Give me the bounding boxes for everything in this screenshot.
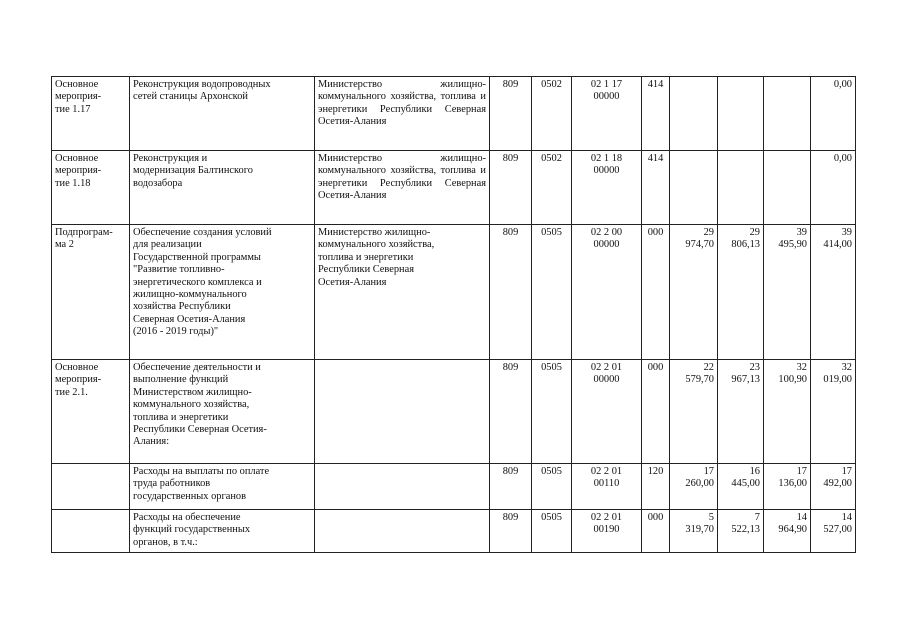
- table-row: [52, 151, 856, 225]
- rzpr-cell: 0502: [532, 151, 572, 225]
- rzpr-cell: 0505: [532, 360, 572, 464]
- vr-cell: 000: [642, 510, 670, 553]
- amount-2017-cell: 23 967,13: [718, 360, 764, 464]
- csr-cell: 02 2 01 00110: [572, 464, 642, 510]
- csr-cell: 02 1 17 00000: [572, 77, 642, 151]
- grbs-cell: 809: [490, 464, 532, 510]
- program-name-cell: [52, 464, 130, 510]
- program-name-cell: Основное мероприя- тие 2.1.: [52, 360, 130, 464]
- rzpr-cell: 0505: [532, 510, 572, 553]
- amount-2019-cell: 14 527,00: [811, 510, 856, 553]
- vr-cell: 000: [642, 225, 670, 360]
- amount-2018-cell: [764, 77, 811, 151]
- amount-2019-cell: 0,00: [811, 77, 856, 151]
- amount-2016-cell: 29 974,70: [670, 225, 718, 360]
- description-cell: Обеспечение создания условий для реализации Государственной программы "Развитие топливно- энергетического комплекса и жилищно-коммунального хозяйства Республики Северная Осетия-Алания (2016 - 2019 годы)": [130, 225, 315, 360]
- program-name-cell: Подпрограм- ма 2: [52, 225, 130, 360]
- csr-cell: 02 1 18 00000: [572, 151, 642, 225]
- amount-2017-cell: 16 445,00: [718, 464, 764, 510]
- executor-cell: [315, 464, 490, 510]
- amount-2017-cell: 7 522,13: [718, 510, 764, 553]
- table-row: [52, 464, 856, 510]
- amount-2016-cell: 5 319,70: [670, 510, 718, 553]
- csr-cell: 02 2 01 00000: [572, 360, 642, 464]
- table-row: [52, 510, 856, 553]
- grbs-cell: 809: [490, 77, 532, 151]
- executor-cell: [315, 510, 490, 553]
- amount-2016-cell: 17 260,00: [670, 464, 718, 510]
- rzpr-cell: 0505: [532, 464, 572, 510]
- amount-2018-cell: 14 964,90: [764, 510, 811, 553]
- amount-2019-cell: 0,00: [811, 151, 856, 225]
- amount-2017-cell: 29 806,13: [718, 225, 764, 360]
- program-name-cell: Основное мероприя- тие 1.17: [52, 77, 130, 151]
- amount-2019-cell: 32 019,00: [811, 360, 856, 464]
- executor-cell: [315, 360, 490, 464]
- executor-cell: Министерство жилищно-коммунального хозяйства, топлива и энергетики Республики Северная Осетия-Алания: [315, 151, 490, 225]
- executor-cell: Министерство жилищно- коммунального хозяйства, топлива и энергетики Республики Северная Осетия-Алания: [315, 225, 490, 360]
- table-row: [52, 360, 856, 464]
- csr-cell: 02 2 01 00190: [572, 510, 642, 553]
- description-cell: Обеспечение деятельности и выполнение функций Министерством жилищно- коммунального хозяйства, топлива и энергетики Республики Северная Осетия- Алания:: [130, 360, 315, 464]
- amount-2016-cell: 22 579,70: [670, 360, 718, 464]
- amount-2017-cell: [718, 77, 764, 151]
- budget-table: [51, 76, 856, 553]
- description-cell: Расходы на выплаты по оплате труда работников государственных органов: [130, 464, 315, 510]
- rzpr-cell: 0502: [532, 77, 572, 151]
- vr-cell: 414: [642, 151, 670, 225]
- grbs-cell: 809: [490, 510, 532, 553]
- vr-cell: 414: [642, 77, 670, 151]
- vr-cell: 000: [642, 360, 670, 464]
- vr-cell: 120: [642, 464, 670, 510]
- rzpr-cell: 0505: [532, 225, 572, 360]
- amount-2018-cell: 17 136,00: [764, 464, 811, 510]
- grbs-cell: 809: [490, 151, 532, 225]
- program-name-cell: Основное мероприя- тие 1.18: [52, 151, 130, 225]
- description-cell: Расходы на обеспечение функций государственных органов, в т.ч.:: [130, 510, 315, 553]
- table-row: [52, 77, 856, 151]
- description-cell: Реконструкция и модернизация Балтинского водозабора: [130, 151, 315, 225]
- program-name-cell: [52, 510, 130, 553]
- amount-2019-cell: 17 492,00: [811, 464, 856, 510]
- amount-2016-cell: [670, 151, 718, 225]
- amount-2017-cell: [718, 151, 764, 225]
- amount-2016-cell: [670, 77, 718, 151]
- grbs-cell: 809: [490, 360, 532, 464]
- amount-2018-cell: [764, 151, 811, 225]
- amount-2019-cell: 39 414,00: [811, 225, 856, 360]
- description-cell: Реконструкция водопроводных сетей станицы Архонской: [130, 77, 315, 151]
- amount-2018-cell: 32 100,90: [764, 360, 811, 464]
- executor-cell: Министерство жилищно-коммунального хозяйства, топлива и энергетики Республики Северная Осетия-Алания: [315, 77, 490, 151]
- grbs-cell: 809: [490, 225, 532, 360]
- table-row: [52, 225, 856, 360]
- csr-cell: 02 2 00 00000: [572, 225, 642, 360]
- amount-2018-cell: 39 495,90: [764, 225, 811, 360]
